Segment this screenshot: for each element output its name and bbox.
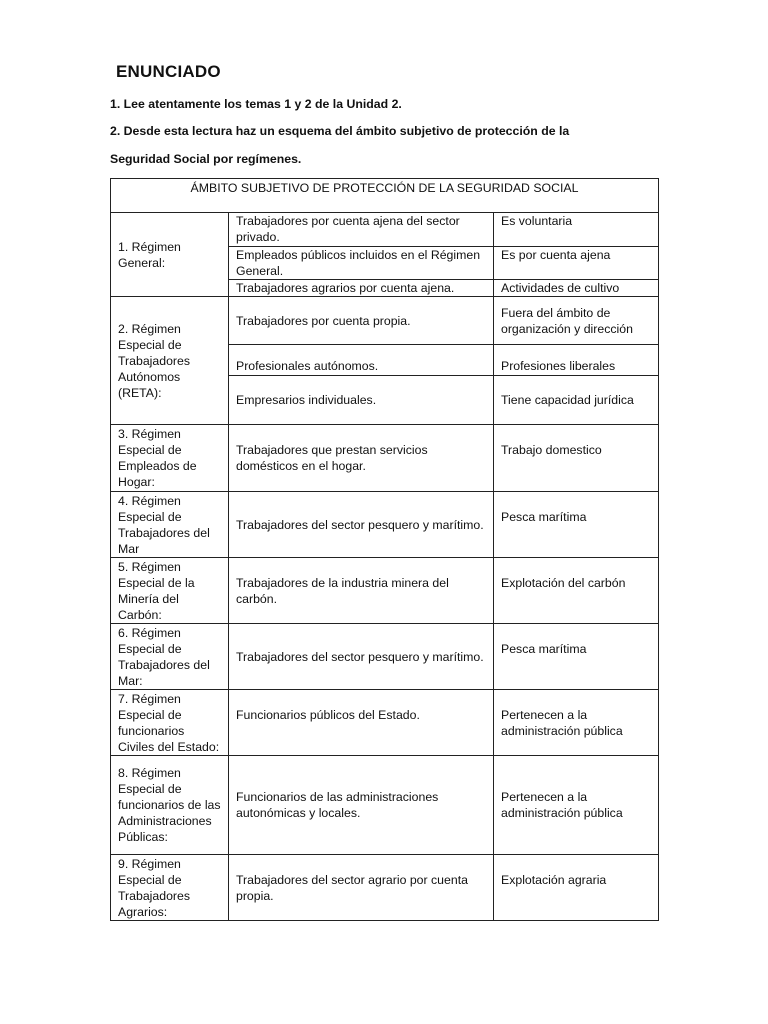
table-header-row — [111, 179, 659, 213]
note-cell: Actividades de cultivo — [494, 280, 659, 297]
table-row — [111, 690, 659, 756]
regime-name: 9. Régimen Especial de Trabajadores Agrarios: — [111, 855, 229, 921]
worker-cell: Trabajadores agrarios por cuenta ajena. — [229, 280, 494, 297]
note-cell: Pertenecen a la administración pública — [494, 756, 659, 855]
note-cell: Tiene capacidad jurídica — [494, 376, 659, 425]
instruction-line-1: 1. Lee atentamente los temas 1 y 2 de la Unidad 2. — [110, 97, 402, 111]
worker-cell: Trabajadores del sector pesquero y marítimo. — [229, 492, 494, 558]
table-row — [111, 855, 659, 921]
worker-cell: Trabajadores que prestan servicios domésticos en el hogar. — [229, 425, 494, 492]
worker-cell: Profesionales autónomos. — [229, 345, 494, 376]
table-row — [111, 297, 659, 345]
table-row — [111, 425, 659, 492]
regimes-table — [110, 178, 659, 921]
note-cell: Es por cuenta ajena — [494, 247, 659, 280]
note-cell: Explotación agraria — [494, 855, 659, 921]
worker-cell: Trabajadores de la industria minera del carbón. — [229, 558, 494, 624]
regime-name: 3. Régimen Especial de Empleados de Hogar: — [111, 425, 229, 492]
note-cell: Profesiones liberales — [494, 345, 659, 376]
page-heading: ENUNCIADO — [116, 62, 221, 81]
regime-name: 1. Régimen General: — [111, 213, 229, 297]
worker-cell: Empresarios individuales. — [229, 376, 494, 425]
instruction-line-3: Seguridad Social por regímenes. — [110, 152, 302, 166]
table-row — [111, 492, 659, 558]
worker-cell: Trabajadores del sector agrario por cuenta propia. — [229, 855, 494, 921]
worker-cell: Funcionarios públicos del Estado. — [229, 690, 494, 756]
note-cell: Fuera del ámbito de organización y dirección — [494, 297, 659, 345]
table-row — [111, 624, 659, 690]
table-row — [111, 558, 659, 624]
worker-cell: Funcionarios de las administraciones autonómicas y locales. — [229, 756, 494, 855]
regime-name: 4. Régimen Especial de Trabajadores del Mar — [111, 492, 229, 558]
worker-cell: Trabajadores por cuenta propia. — [229, 297, 494, 345]
regime-name: 2. Régimen Especial de Trabajadores Autónomos (RETA): — [111, 297, 229, 425]
note-cell: Trabajo domestico — [494, 425, 659, 492]
worker-cell: Trabajadores del sector pesquero y marítimo. — [229, 624, 494, 690]
note-cell: Explotación del carbón — [494, 558, 659, 624]
table-title: ÁMBITO SUBJETIVO DE PROTECCIÓN DE LA SEGURIDAD SOCIAL — [111, 179, 659, 213]
note-cell: Pesca marítima — [494, 624, 659, 690]
note-cell: Pesca marítima — [494, 492, 659, 558]
note-cell: Es voluntaria — [494, 213, 659, 247]
regime-name: 5. Régimen Especial de la Minería del Carbón: — [111, 558, 229, 624]
note-cell: Pertenecen a la administración pública — [494, 690, 659, 756]
table-row — [111, 756, 659, 855]
worker-cell: Trabajadores por cuenta ajena del sector privado. — [229, 213, 494, 247]
regime-name: 6. Régimen Especial de Trabajadores del Mar: — [111, 624, 229, 690]
regime-name: 8. Régimen Especial de funcionarios de las Administraciones Públicas: — [111, 756, 229, 855]
table-row — [111, 213, 659, 247]
worker-cell: Empleados públicos incluidos en el Régimen General. — [229, 247, 494, 280]
instruction-line-2: 2. Desde esta lectura haz un esquema del ámbito subjetivo de protección de la — [110, 124, 570, 138]
regime-name: 7. Régimen Especial de funcionarios Civiles del Estado: — [111, 690, 229, 756]
